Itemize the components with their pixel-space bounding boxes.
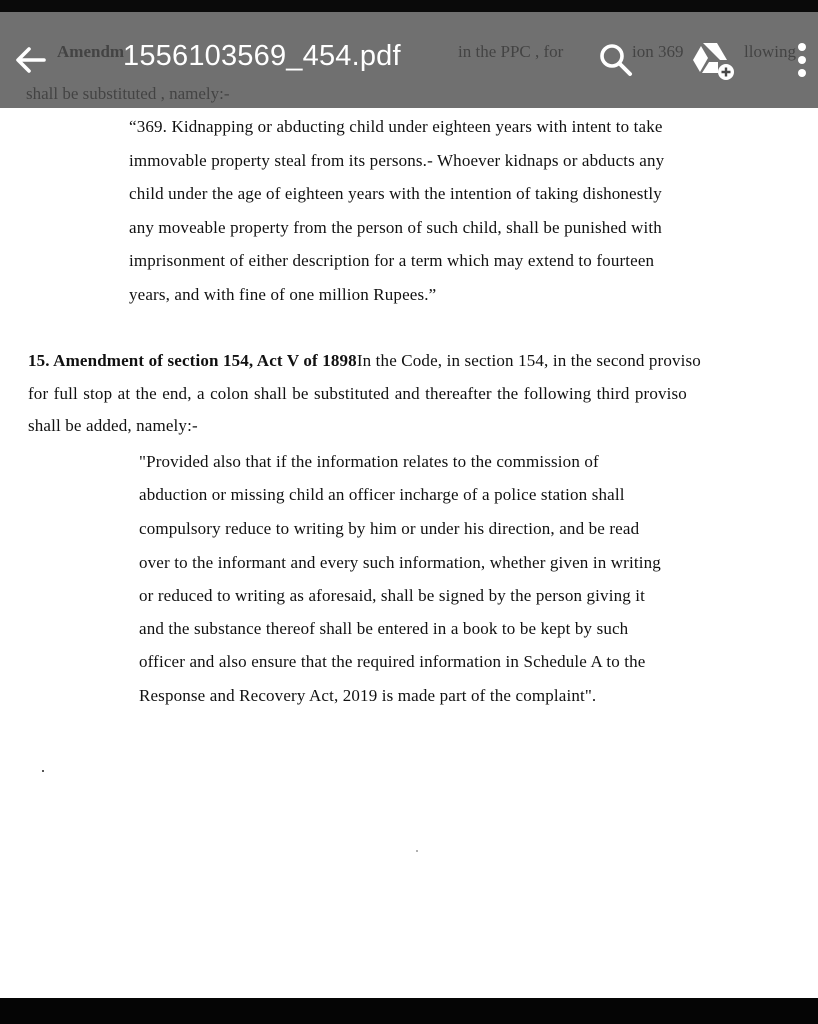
scan-speck xyxy=(42,770,44,772)
navigation-bar xyxy=(0,998,818,1024)
proviso-line: or reduced to writing as aforesaid, shall be signed by the person giving it xyxy=(139,586,646,605)
section-15-line1-rest: In the Code, in section 154, in the second proviso xyxy=(356,351,701,370)
section-369-line: child under the age of eighteen years with the intention of taking dishonestly xyxy=(129,184,662,203)
proviso-line: Response and Recovery Act, 2019 is made part of the complaint". xyxy=(139,686,597,705)
proviso-line: over to the informant and every such information, whether given in writing xyxy=(139,553,661,572)
proviso-line: compulsory reduce to writing by him or under his direction, and be read xyxy=(139,519,640,538)
section-369-line: any moveable property from the person of such child, shall be punished with xyxy=(129,218,662,237)
add-to-drive-button[interactable] xyxy=(690,38,736,84)
section-15-line: for full stop at the end, a colon shall be substituted and thereafter the following third proviso xyxy=(28,384,687,403)
document-title: 1556103569_454.pdf xyxy=(123,40,401,72)
more-vert-icon xyxy=(796,42,808,78)
proviso-line: and the substance thereof shall be entered in a book to be kept by such xyxy=(139,619,629,638)
section-369-line: immovable property steal from its persons.- Whoever kidnaps or abducts any xyxy=(129,151,665,170)
add-to-drive-icon xyxy=(691,39,735,83)
status-bar xyxy=(0,0,818,12)
section-15-line: shall be added, namely:- xyxy=(28,416,198,435)
proviso-line: abduction or missing child an officer incharge of a police station shall xyxy=(139,485,625,504)
section-369-line: years, and with fine of one million Rupees.” xyxy=(129,285,437,304)
section-369-line: “369. Kidnapping or abducting child under eighteen years with intent to take xyxy=(129,117,663,136)
back-button[interactable] xyxy=(12,42,48,78)
search-button[interactable] xyxy=(596,40,636,80)
more-options-button[interactable] xyxy=(790,40,814,80)
section-369-line: imprisonment of either description for a term which may extend to fourteen xyxy=(129,251,655,270)
app-toolbar xyxy=(0,12,818,108)
arrow-left-icon xyxy=(14,46,46,74)
section-15-heading: 15. Amendment of section 154, Act V of 1898 xyxy=(28,351,357,370)
search-icon xyxy=(598,42,634,78)
proviso-line: officer and also ensure that the required information in Schedule A to the xyxy=(139,652,646,671)
pdf-page[interactable] xyxy=(0,12,818,998)
proviso-line: "Provided also that if the information relates to the commission of xyxy=(139,452,599,471)
scan-speck xyxy=(416,850,418,852)
section-15-heading-line xyxy=(28,351,701,371)
